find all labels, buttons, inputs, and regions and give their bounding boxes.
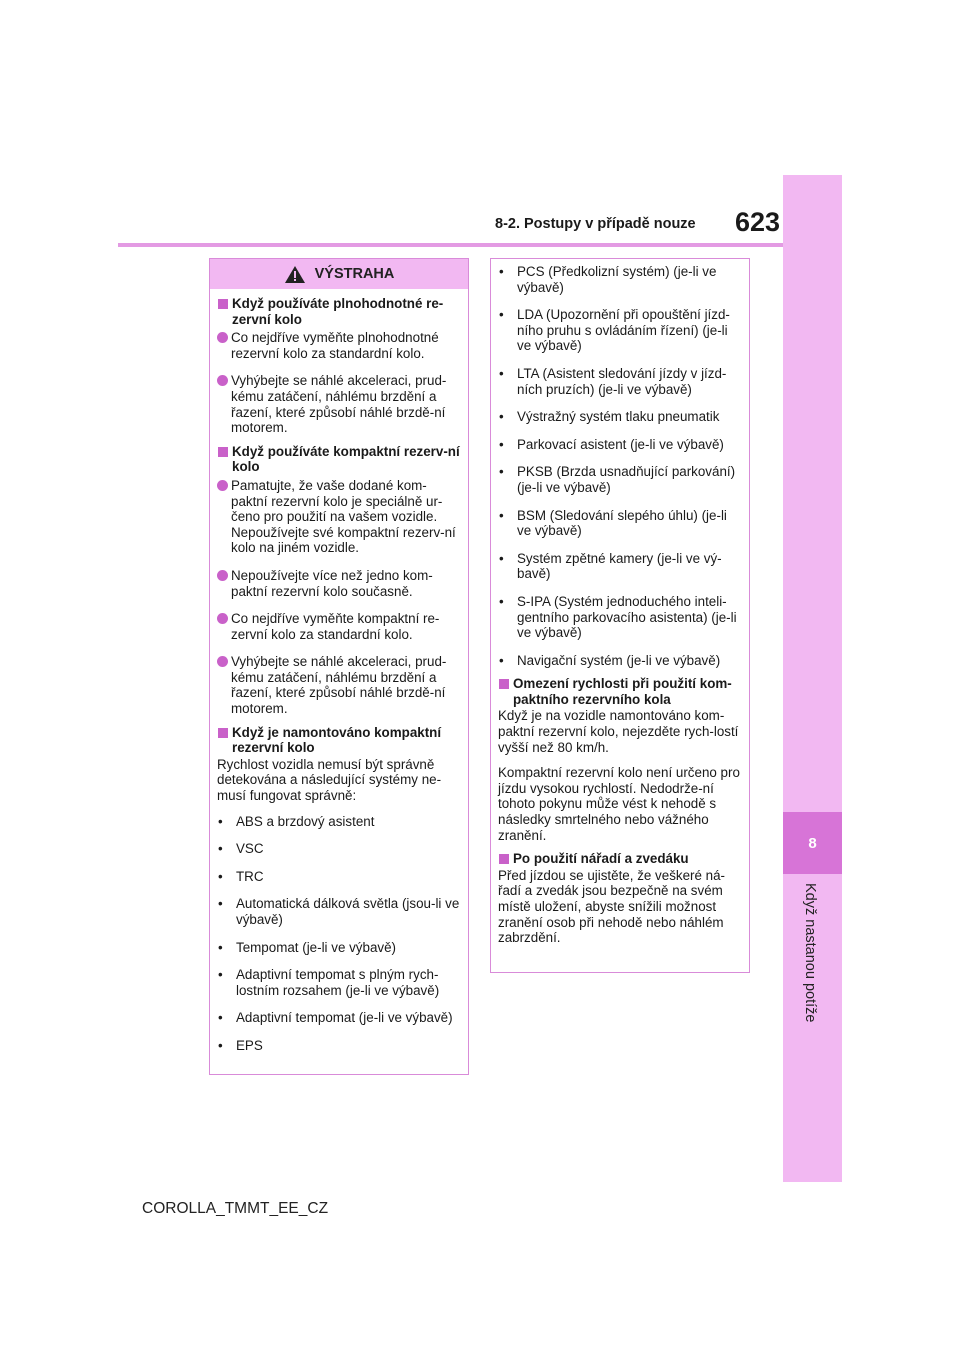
square-bullet-icon: [218, 728, 228, 738]
section-title: 8-2. Postupy v případě nouze: [495, 216, 696, 232]
heading-compact-spare: Když používáte kompaktní rezerv-ní kolo: [217, 444, 462, 475]
list-item: • ABS a brzdový asistent: [218, 813, 375, 829]
circle-bullet-icon: [217, 480, 228, 491]
warning-triangle-icon: [284, 265, 306, 284]
heading-compact-mounted: Když je namontováno kompaktní rezervní kolo: [217, 725, 462, 756]
document-code: COROLLA_TMMT_EE_CZ: [142, 1200, 329, 1217]
paragraph: Rychlost vozidla nemusí být správně detekována a následující systémy ne-musí fungovat správně:: [217, 756, 442, 804]
list-item: • EPS: [218, 1037, 263, 1053]
list-item: • LTA (Asistent sledování jízdy v jízd-ních pruzích) (je-li ve výbavě): [499, 365, 727, 397]
circle-bullet-icon: [217, 656, 228, 667]
list-item: • Systém zpětné kamery (je-li ve vý-bavě): [499, 550, 722, 582]
paragraph: Když je na vozidle namontováno kom-paktní rezervní kolo, nejezděte rych-lostí vyšší než 80 km/h.: [498, 708, 739, 755]
chapter-side-tab: [783, 175, 842, 1182]
paragraph: Kompaktní rezervní kolo není určeno pro jízdu vysokou rychlostí. Nedodrže-ní tohoto pokynu může vést k nehodě s následky smrtelného nebo vážného zranění.: [498, 765, 740, 843]
bullet-item: Co nejdříve vyměňte plnohodnotné rezervní kolo za standardní kolo.: [217, 330, 462, 361]
bullet-item: Vyhýbejte se náhlé akceleraci, prud-kému zatáčení, náhlému brzdění a řazení, které způsobí náhlé brzdě-ní motorem.: [217, 373, 462, 435]
list-item: • Automatická dálková světla (jsou-li ve výbavě): [218, 896, 460, 927]
list-item: • S-IPA (Systém jednoduchého inteli-gentního parkovacího asistenta) (je-li ve výbavě): [499, 593, 737, 641]
warning-box: [209, 258, 469, 1075]
paragraph: Před jízdou se ujistěte, že veškeré ná-řadí a zvedák jsou bezpečně na svém místě uložení, abyste snížili možnost zranění osob při nehodě nebo náhlém zabrzdění.: [498, 867, 726, 946]
square-bullet-icon: [218, 447, 228, 457]
heading-full-spare: Když používáte plnohodnotné re-zervní kolo: [217, 296, 462, 327]
square-bullet-icon: [218, 299, 228, 309]
bullet-item: Vyhýbejte se náhlé akceleraci, prud-kému zatáčení, náhlému brzdění a řazení, které způsobí náhlé brzdě-ní motorem.: [217, 654, 462, 716]
circle-bullet-icon: [217, 570, 228, 581]
warning-box-continued: [490, 258, 750, 973]
square-bullet-icon: [499, 854, 509, 864]
circle-bullet-icon: [217, 375, 228, 386]
list-item: • Výstražný systém tlaku pneumatik: [499, 409, 720, 425]
circle-bullet-icon: [217, 332, 228, 343]
warning-title: VÝSTRAHA: [314, 266, 395, 282]
list-item: • PCS (Předkolizní systém) (je-li ve výbavě): [499, 264, 717, 295]
square-bullet-icon: [499, 679, 509, 689]
page-number: 623: [734, 207, 780, 237]
heading-after-tools: Po použití nářadí a zvedáku: [498, 851, 743, 867]
heading-speed-limit: Omezení rychlosti při použití kom-paktního rezervního kola: [498, 676, 743, 707]
list-item: • PKSB (Brzda usnadňující parkování) (je-li ve výbavě): [499, 464, 736, 495]
bullet-item: Pamatujte, že vaše dodané kom-paktní rezervní kolo je speciálně ur-čeno pro použití na vašem vozidle. Nepoužívejte své kompaktní rezerv-ní kolo na jiném vozidle.: [217, 478, 462, 556]
list-item: • TRC: [218, 868, 264, 884]
list-item: • Navigační systém (je-li ve výbavě): [499, 652, 721, 668]
chapter-number: 8: [783, 812, 842, 874]
list-item: • Parkovací asistent (je-li ve výbavě): [499, 436, 724, 452]
list-item: • Tempomat (je-li ve výbavě): [218, 939, 396, 955]
list-item: • BSM (Sledování slepého úhlu) (je-li ve výbavě): [499, 507, 727, 539]
bullet-item: Co nejdříve vyměňte kompaktní re-zervní kolo za standardní kolo.: [217, 611, 462, 642]
bullet-item: Nepoužívejte více než jedno kom-paktní rezervní kolo současně.: [217, 568, 462, 599]
header-rule: [118, 243, 783, 247]
chapter-title: Když nastanou potíže: [802, 883, 818, 1023]
list-item: • VSC: [218, 841, 264, 857]
circle-bullet-icon: [217, 613, 228, 624]
list-item: • LDA (Upozornění při opouštění jízd-ního pruhu s ovládáním řízení) (je-li ve výbavě): [499, 307, 730, 354]
warning-header: [210, 259, 468, 289]
list-item: • Adaptivní tempomat s plným rych-lostním rozsahem (je-li ve výbavě): [218, 967, 440, 998]
list-item: • Adaptivní tempomat (je-li ve výbavě): [218, 1010, 453, 1026]
